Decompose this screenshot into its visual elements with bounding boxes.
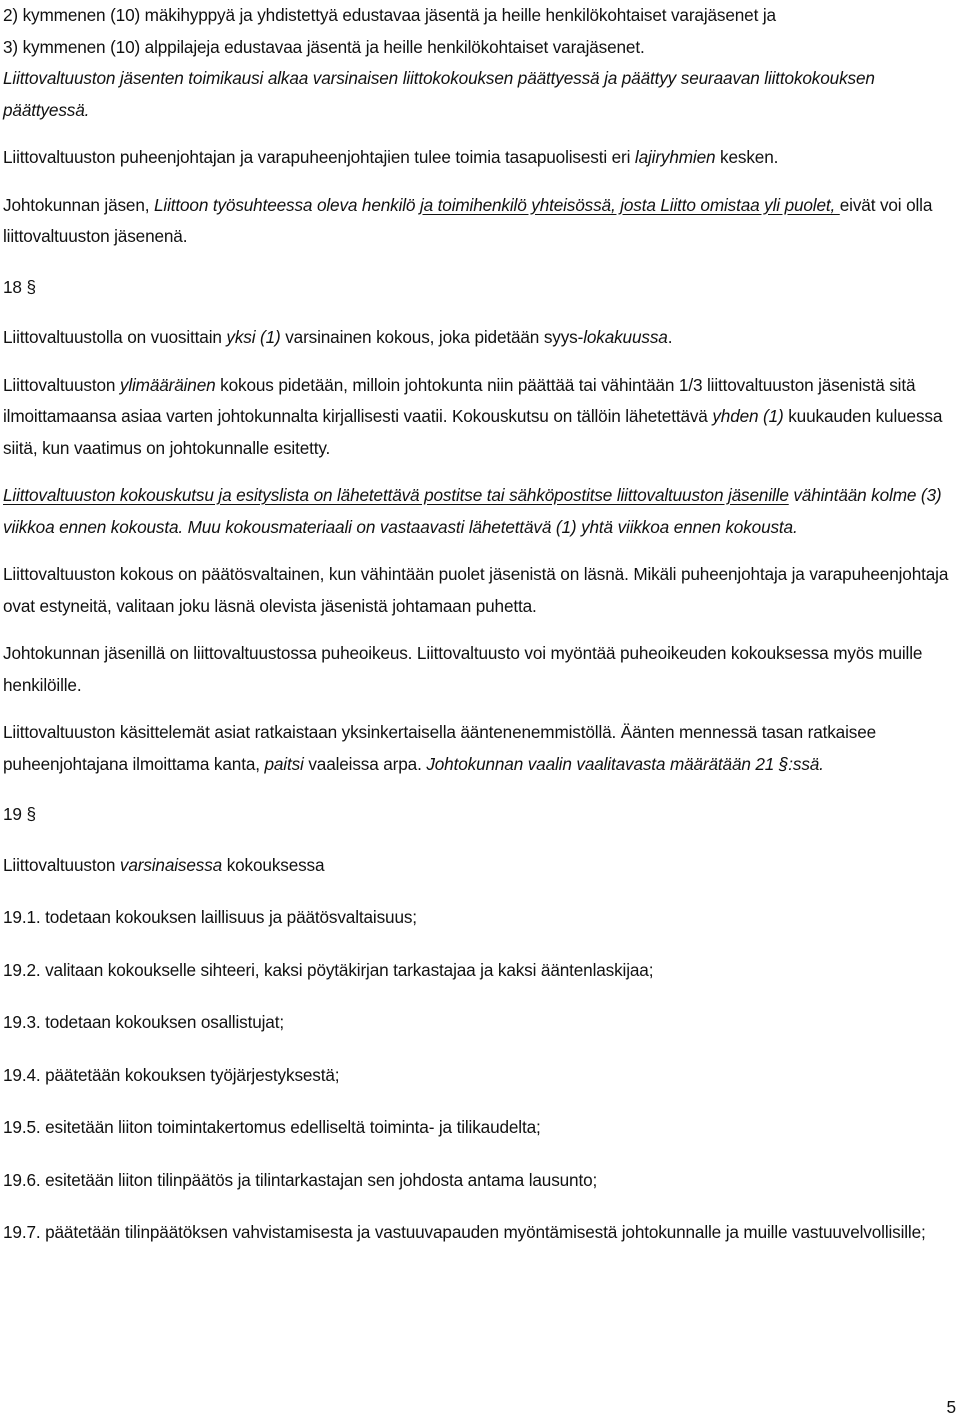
agenda-item-19-3: 19.3. todetaan kokouksen osallistujat; xyxy=(3,1012,284,1032)
extra-meeting-text-end: kuukauden kuluessa siitä, kun vaatimus on johtokunnalle esitetty. xyxy=(3,406,943,458)
section-heading-19: 19 § xyxy=(3,804,36,824)
invitation-paragraph xyxy=(3,480,953,543)
annual-meeting-text: Liittovaltuustolla on vuosittain xyxy=(3,327,227,347)
regular-meeting-italic: varsinaisessa xyxy=(119,854,223,875)
invitation-underlined: Liittovaltuuston kokouskutsu ja esityslista on lähetettävä postitse tai sähköpostitse liittovaltuuston jäsenille xyxy=(3,485,789,505)
agenda-item-19-6: 19.6. esitetään liiton tilinpäätös ja tilintarkastajan sen johdosta antama lausunto; xyxy=(3,1169,598,1190)
voting-text: Liittovaltuuston käsittelemät asiat ratkaistaan yksinkertaisella ääntenenemmistöllä. Äänten mennessä tasan ratkaisee puheenjohtajana ilmoittama kanta, xyxy=(3,722,877,774)
board-member-underlined: ja toimihenkilö yhteisössä, josta Liitto omistaa yli puolet, xyxy=(419,194,840,215)
extra-meeting-text-mid: kokous pidetään, milloin johtokunta niin päättää tai vähintään 1/3 liittovaltuuston jäsenistä sitä ilmoittamaansa asiaa varten johtokunnalta kirjallisesti vaatii. Kokouskutsu on tällöin lähetettävä xyxy=(3,374,916,426)
annual-meeting-text-mid: varsinainen kokous, joka pidetään syys- xyxy=(280,327,584,347)
section-heading-18: 18 § xyxy=(3,276,36,297)
agenda-item-19-7: 19.7. päätetään tilinpäätöksen vahvistamisesta ja vastuuvapauden myöntämisestä johtokunnalle ja muille vastuuvelvollisille; xyxy=(3,1222,926,1242)
extra-meeting-paragraph xyxy=(3,370,953,465)
board-member-paragraph xyxy=(3,190,953,253)
board-member-italic: Liittoon työsuhteessa oleva henkilö xyxy=(154,194,420,215)
voting-paragraph xyxy=(3,717,953,780)
annual-meeting-text-end: . xyxy=(667,327,673,347)
list-line-3: 3) kymmenen (10) alppilajeja edustavaa jäsentä ja heille henkilökohtaiset varajäsenet. xyxy=(3,36,645,57)
annual-meeting-paragraph xyxy=(3,322,953,354)
extra-meeting-italic: ylimääräinen xyxy=(119,374,216,395)
extra-meeting-italic-2: yhden (1) xyxy=(712,406,784,426)
agenda-item-19-5: 19.5. esitetään liiton toimintakertomus edelliseltä toiminta- ja tilikaudelta; xyxy=(3,1117,541,1137)
invitation-italic: vähintään kolme (3) viikkoa ennen kokousta. Muu kokousmateriaali on vastaavasti lähetettävä (1) yhtä viikkoa ennen kokousta. xyxy=(3,485,942,537)
quorum-paragraph: Liittovaltuuston kokous on päätösvaltainen, kun vähintään puolet jäsenistä on läsnä. Mikäli puheenjohtaja ja varapuheenjohtaja ovat estyneitä, valitaan joku läsnä olevista jäsenistä johtamaan puhetta. xyxy=(3,564,949,616)
term-paragraph: Liittovaltuuston jäsenten toimikausi alkaa varsinaisen liittokokouksen päättyessä ja päättyy seuraavan liittokokouksen päättyessä. xyxy=(3,68,875,120)
voting-italic: paitsi xyxy=(264,753,304,774)
annual-meeting-italic: yksi (1) xyxy=(226,327,281,347)
voting-italic-2: Johtokunnan vaalin vaalitavasta määrätään 21 §:ssä. xyxy=(426,753,824,774)
annual-meeting-italic-2: lokakuussa xyxy=(583,327,668,347)
chair-paragraph xyxy=(3,142,953,174)
agenda-item-19-4: 19.4. päätetään kokouksen työjärjestyksestä; xyxy=(3,1064,340,1085)
page-number: 5 xyxy=(946,1397,956,1417)
document-page xyxy=(3,0,953,1249)
list-line-2: 2) kymmenen (10) mäkihyppyä ja yhdistettyä edustavaa jäsentä ja heille henkilökohtaiset varajäsenet ja xyxy=(3,5,776,25)
regular-meeting-text-end: kokouksessa xyxy=(222,854,325,875)
extra-meeting-text: Liittovaltuuston xyxy=(3,374,120,395)
regular-meeting-intro xyxy=(3,850,953,882)
voting-text-mid: vaaleissa arpa. xyxy=(303,753,427,774)
regular-meeting-text: Liittovaltuuston xyxy=(3,854,120,875)
speaking-rights-paragraph: Johtokunnan jäsenillä on liittovaltuustossa puheoikeus. Liittovaltuusto voi myöntää puheoikeuden kokouksessa myös muille henkilöille. xyxy=(3,643,923,695)
agenda-item-19-1: 19.1. todetaan kokouksen laillisuus ja päätösvaltaisuus; xyxy=(3,907,417,927)
agenda-item-19-2: 19.2. valitaan kokoukselle sihteeri, kaksi pöytäkirjan tarkastajaa ja kaksi ääntenlaskijaa; xyxy=(3,959,654,980)
chair-italic: lajiryhmien xyxy=(634,147,716,167)
board-member-text-end: eivät voi olla liittovaltuuston jäsenenä. xyxy=(3,194,933,246)
chair-text-end: kesken. xyxy=(715,147,779,167)
chair-text: Liittovaltuuston puheenjohtajan ja varapuheenjohtajien tulee toimia tasapuolisesti eri xyxy=(3,147,635,167)
board-member-text: Johtokunnan jäsen, xyxy=(3,194,154,215)
